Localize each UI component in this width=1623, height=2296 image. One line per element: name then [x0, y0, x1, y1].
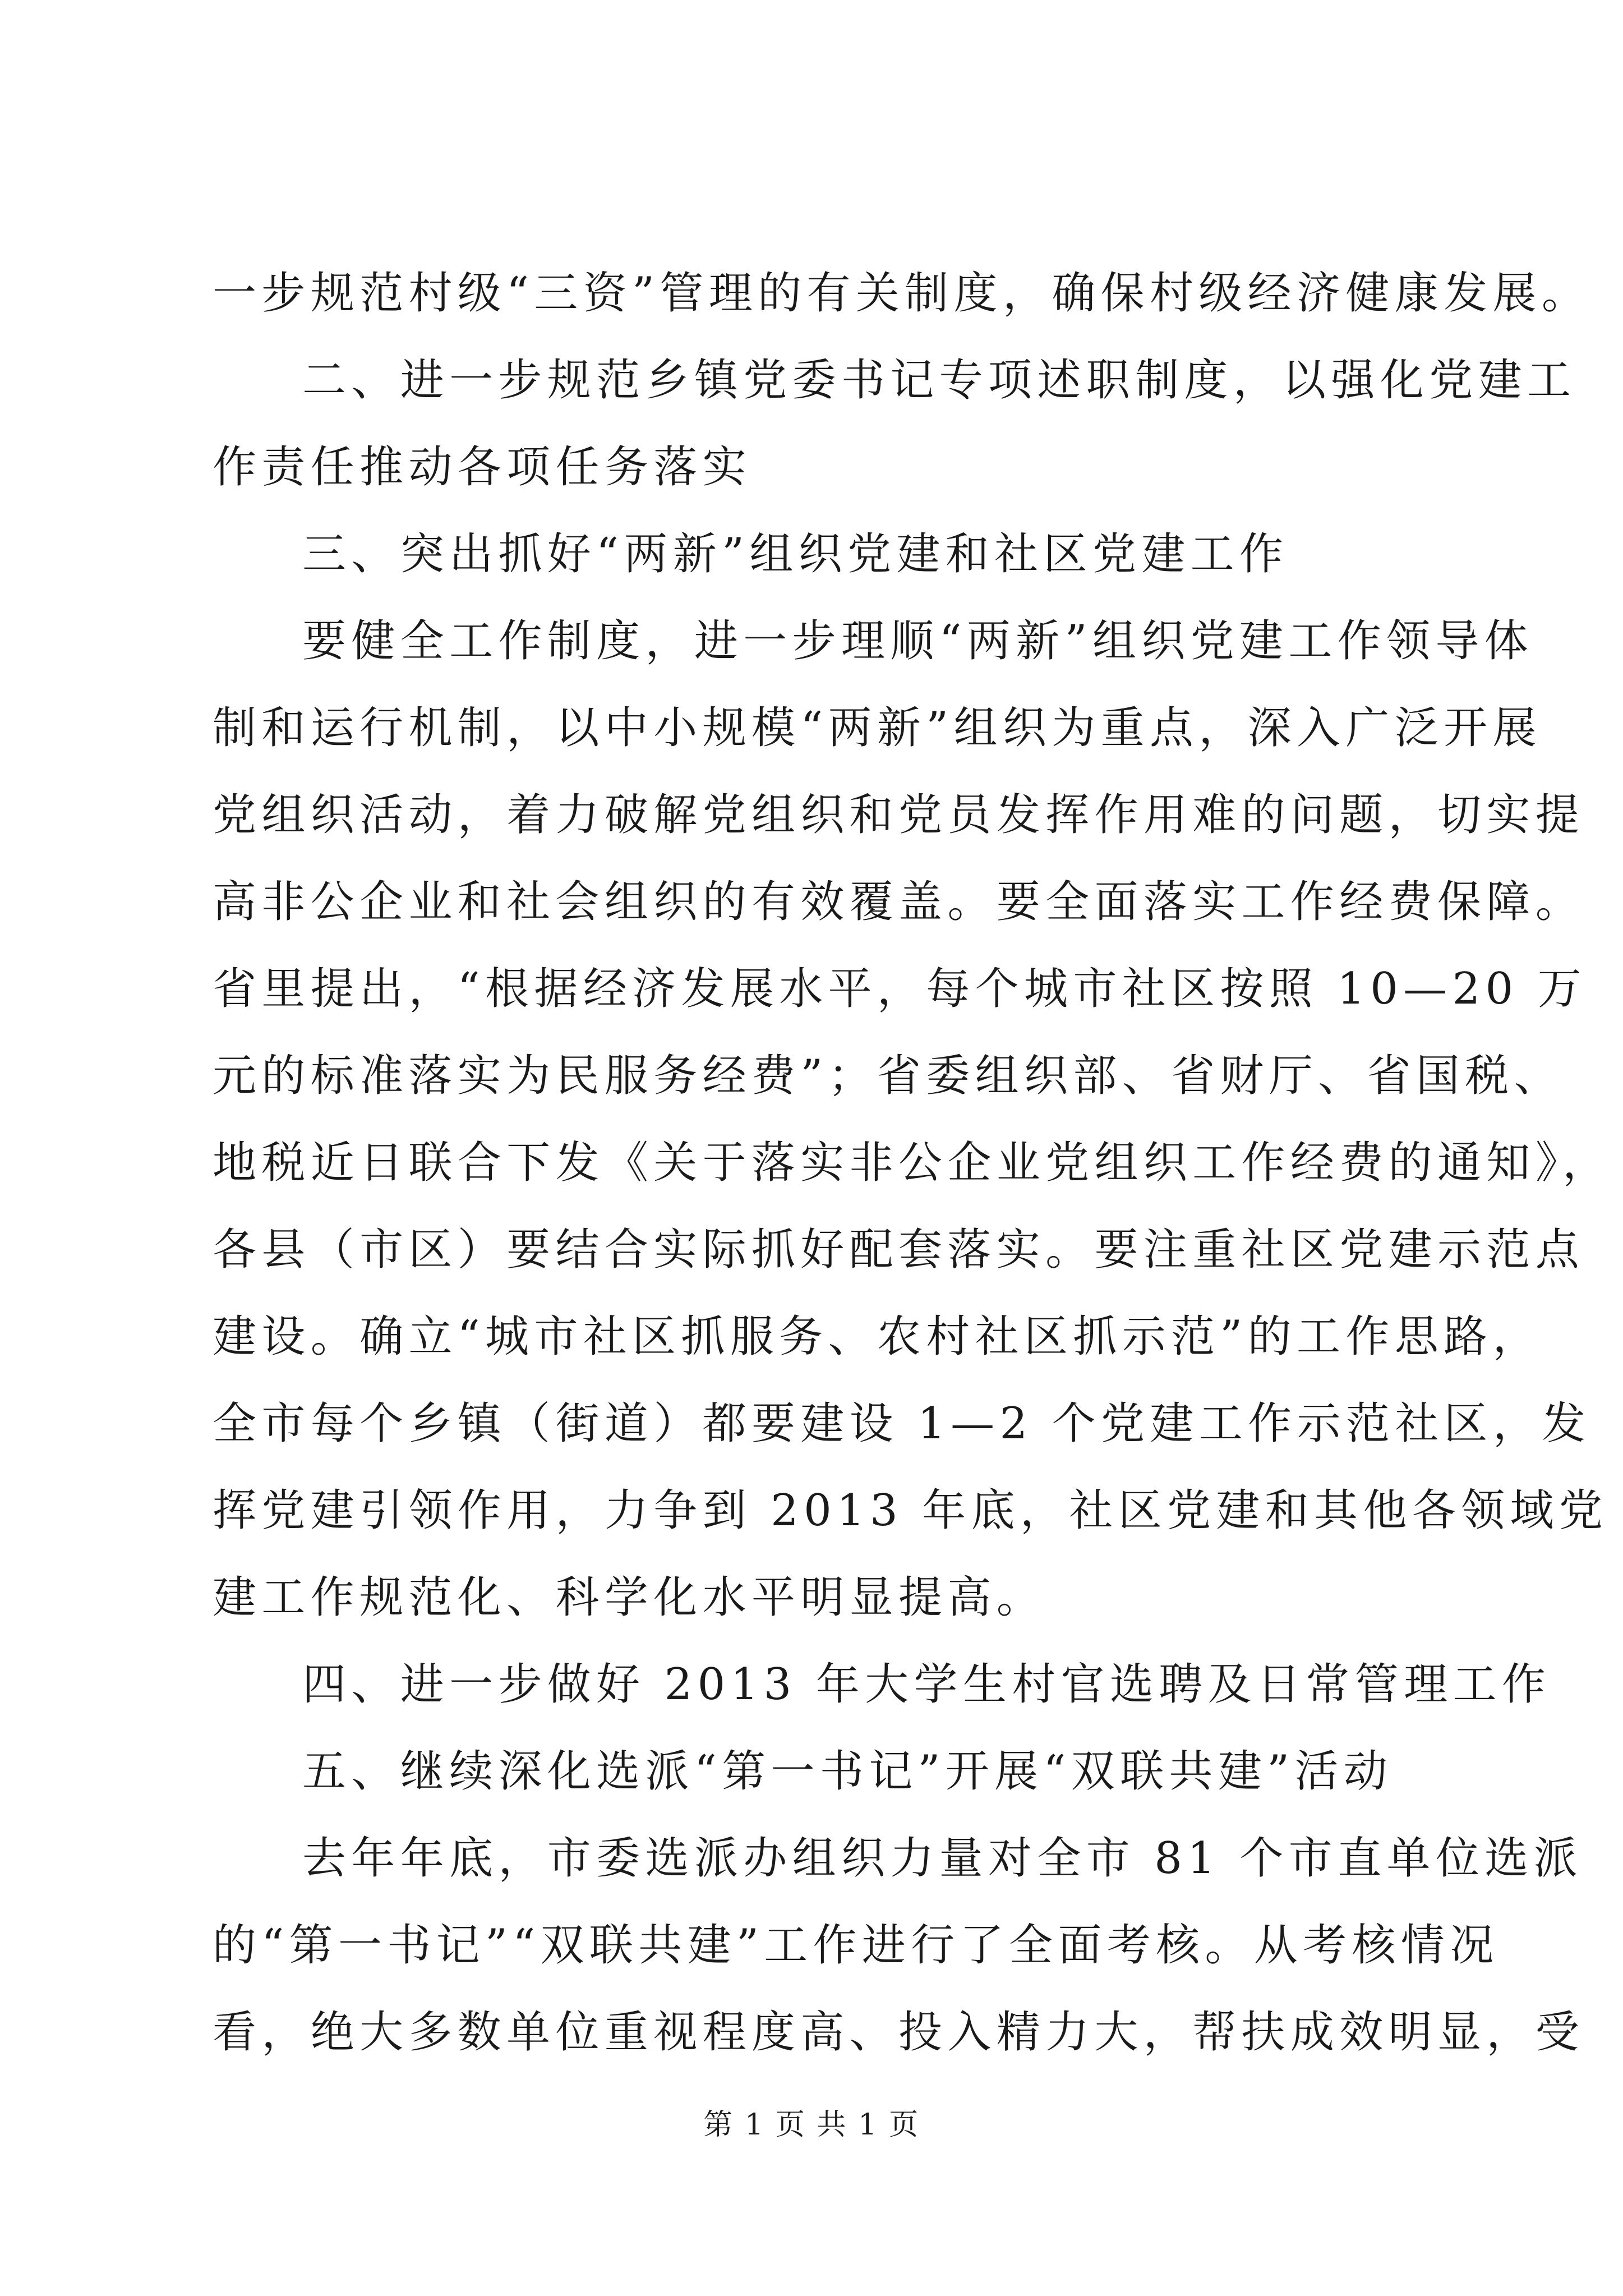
text-line: 地税近日联合下发《关于落实非公企业党组织工作经费的通知》，: [213, 1138, 1612, 1188]
section-heading: 二、进一步规范乡镇党委书记专项述职制度，以强化党建工: [302, 355, 1576, 406]
text-line: 全市每个乡镇（街道）都要建设 1—2 个党建工作示范社区，发: [213, 1398, 1591, 1449]
paragraph-start: 要健全工作制度，进一步理顺“两新”组织党建工作领导体: [302, 616, 1534, 666]
text-line: 的“第一书记”“双联共建”工作进行了全面考核。从考核情况: [213, 1920, 1499, 1971]
text-line: 省里提出，“根据经济发展水平，每个城市社区按照 10—20 万: [213, 964, 1587, 1014]
document-body: [213, 250, 1612, 2076]
text-line: 建工作规范化、科学化水平明显提高。: [213, 1572, 1046, 1623]
section-heading: 五、继续深化选派“第一书记”开展“双联共建”活动: [302, 1746, 1393, 1797]
text-line: 一步规范村级“三资”管理的有关制度，确保村级经济健康发展。: [213, 268, 1591, 319]
text-line: 高非公企业和社会组织的有效覆盖。要全面落实工作经费保障。: [213, 877, 1585, 927]
text-line: 看，绝大多数单位重视程度高、投入精力大，帮扶成效明显，受: [213, 2007, 1585, 2058]
text-line: 制和运行机制，以中小规模“两新”组织为重点，深入广泛开展: [213, 703, 1542, 753]
text-line: 挥党建引领作用，力争到 2013 年底，社区党建和其他各领域党: [213, 1485, 1608, 1536]
text-line: 建设。确立“城市社区抓服务、农村社区抓示范”的工作思路，: [213, 1312, 1542, 1362]
text-line: 元的标准落实为民服务经费”；省委组织部、省财厅、省国税、: [213, 1051, 1563, 1101]
section-heading: 三、突出抓好“两新”组织党建和社区党建工作: [302, 529, 1289, 579]
section-heading: 四、进一步做好 2013 年大学生村官选聘及日常管理工作: [302, 1659, 1551, 1710]
page-footer: 第 1 页 共 1 页: [703, 2108, 920, 2142]
text-line: 各县（市区）要结合实际抓好配套落实。要注重社区党建示范点: [213, 1225, 1585, 1275]
section-heading-continued: 作责任推动各项任务落实: [213, 442, 751, 493]
paragraph-start: 去年年底，市委选派办组织力量对全市 81 个市直单位选派: [302, 1833, 1583, 1884]
text-line: 党组织活动，着力破解党组织和党员发挥作用难的问题，切实提: [213, 790, 1585, 840]
